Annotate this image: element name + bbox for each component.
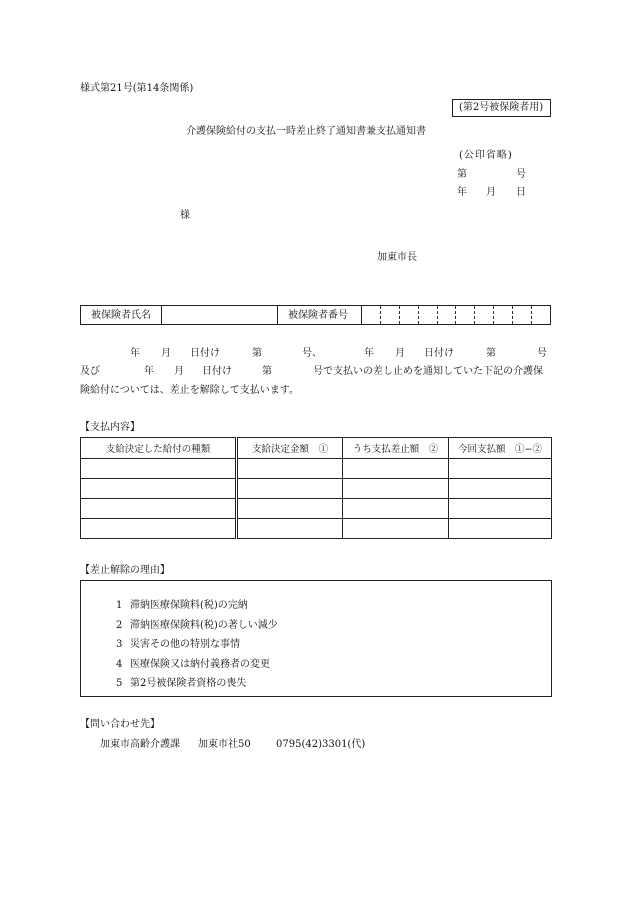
contact-phone: 0795(42)3301(代) <box>276 739 366 750</box>
body-rest: 号で支払いの差し止めを通知していた下記の介護保 <box>313 366 543 377</box>
body-no-3: 第 <box>262 366 272 377</box>
reason-text: 災害その他の特別な事情 <box>130 639 240 650</box>
body-no-1: 第 <box>252 348 262 359</box>
insured-number-digit-cell[interactable] <box>381 306 400 324</box>
list-item <box>116 616 278 631</box>
insured-number-digit-cell[interactable] <box>457 306 476 324</box>
table-cell[interactable] <box>81 499 237 519</box>
body-go-2: 号 <box>537 348 547 359</box>
date-month: 月 <box>486 187 496 198</box>
table-cell[interactable] <box>343 519 449 539</box>
list-item <box>116 596 248 611</box>
table-cell[interactable] <box>81 479 237 499</box>
issuer-name: 加東市長 <box>377 252 417 263</box>
table-cell[interactable] <box>81 519 237 539</box>
body-dated-2: 日付け <box>424 348 454 359</box>
insured-number-digit-cell[interactable] <box>475 306 494 324</box>
table-cell[interactable] <box>449 519 552 539</box>
payment-table-header <box>81 438 552 459</box>
table-row <box>81 479 552 499</box>
divider <box>161 306 162 324</box>
list-item <box>116 635 240 650</box>
header-decided-amount: 支給決定金額 ① <box>237 438 343 459</box>
table-row <box>81 499 552 519</box>
reason-number: 3 <box>116 639 123 650</box>
payment-table <box>80 437 552 539</box>
insured-number-cells <box>362 306 551 324</box>
body-and: 及び <box>80 366 100 377</box>
contact-department: 加東市高齢介護課 <box>100 739 180 750</box>
reason-text: 医療保険又は納付義務者の変更 <box>130 658 270 670</box>
body-year-3: 年 <box>144 366 154 377</box>
date-day: 日 <box>516 187 526 198</box>
body-dated-1: 日付け <box>190 348 220 359</box>
header-withheld-amount: うち支払差止額 ② <box>343 438 449 459</box>
table-cell[interactable] <box>449 499 552 519</box>
insured-number-digit-cell[interactable] <box>400 306 419 324</box>
body-line-3: 険給付については、差止を解除して支払います。 <box>80 385 299 396</box>
addressee-honorific: 様 <box>180 210 190 221</box>
body-month-1: 月 <box>161 348 171 359</box>
doc-number-prefix: 第 <box>457 169 467 180</box>
reason-number: 2 <box>116 619 123 631</box>
seal-omitted-note: (公印省略) <box>459 150 513 161</box>
reason-text: 第2号被保険者資格の喪失 <box>130 678 247 689</box>
table-cell[interactable] <box>237 519 343 539</box>
table-cell[interactable] <box>237 479 343 499</box>
body-go-1: 号、 <box>302 348 322 359</box>
body-month-3: 月 <box>174 366 184 377</box>
list-item <box>116 655 270 670</box>
reason-number: 5 <box>116 678 123 689</box>
table-cell[interactable] <box>449 459 552 479</box>
table-cell[interactable] <box>343 459 449 479</box>
reason-text: 滞納医療保険料(税)の完納 <box>130 600 248 611</box>
document-title: 介護保険給付の支払一時差止終了通知書兼支払通知書 <box>186 126 426 137</box>
list-item <box>116 674 246 689</box>
insured-number-digit-cell[interactable] <box>494 306 513 324</box>
date-year: 年 <box>457 187 467 198</box>
insured-number-digit-cell[interactable] <box>532 306 551 324</box>
insured-name-label: 被保険者氏名 <box>91 310 151 321</box>
insured-number-digit-cell[interactable] <box>513 306 532 324</box>
header-payment-amount: 今回支払額 ①−② <box>449 438 552 459</box>
table-cell[interactable] <box>343 499 449 519</box>
table-cell[interactable] <box>449 479 552 499</box>
contact-address: 加東市社50 <box>198 739 251 750</box>
body-year-2: 年 <box>364 348 374 359</box>
form-number: 様式第21号(第14条関係) <box>80 83 194 94</box>
reason-text: 滞納医療保険料(税)の著しい減少 <box>130 619 278 631</box>
table-cell[interactable] <box>343 479 449 499</box>
reason-number: 4 <box>116 658 123 670</box>
body-year-1: 年 <box>130 348 140 359</box>
contact-section-title: 【問い合わせ先】 <box>80 719 160 730</box>
payment-section-title: 【支払内容】 <box>80 422 140 433</box>
category-box <box>452 99 551 117</box>
body-dated-3: 日付け <box>202 366 232 377</box>
insured-number-label: 被保険者番号 <box>288 310 348 321</box>
category-label: (第2号被保険者用) <box>459 102 544 113</box>
insured-info-row <box>80 305 551 325</box>
table-cell[interactable] <box>237 499 343 519</box>
table-row <box>81 459 552 479</box>
body-month-2: 月 <box>395 348 405 359</box>
divider <box>277 306 278 324</box>
table-cell[interactable] <box>237 459 343 479</box>
table-cell[interactable] <box>81 459 237 479</box>
reason-number: 1 <box>116 600 123 611</box>
header-benefit-type: 支給決定した給付の種類 <box>81 438 237 459</box>
doc-number-suffix: 号 <box>516 169 526 180</box>
table-row <box>81 519 552 539</box>
insured-number-digit-cell[interactable] <box>438 306 457 324</box>
body-no-2: 第 <box>486 348 496 359</box>
insured-number-digit-cell[interactable] <box>419 306 438 324</box>
reasons-section-title: 【差止解除の理由】 <box>80 565 170 576</box>
reasons-box <box>80 580 552 697</box>
insured-number-digit-cell[interactable] <box>362 306 381 324</box>
